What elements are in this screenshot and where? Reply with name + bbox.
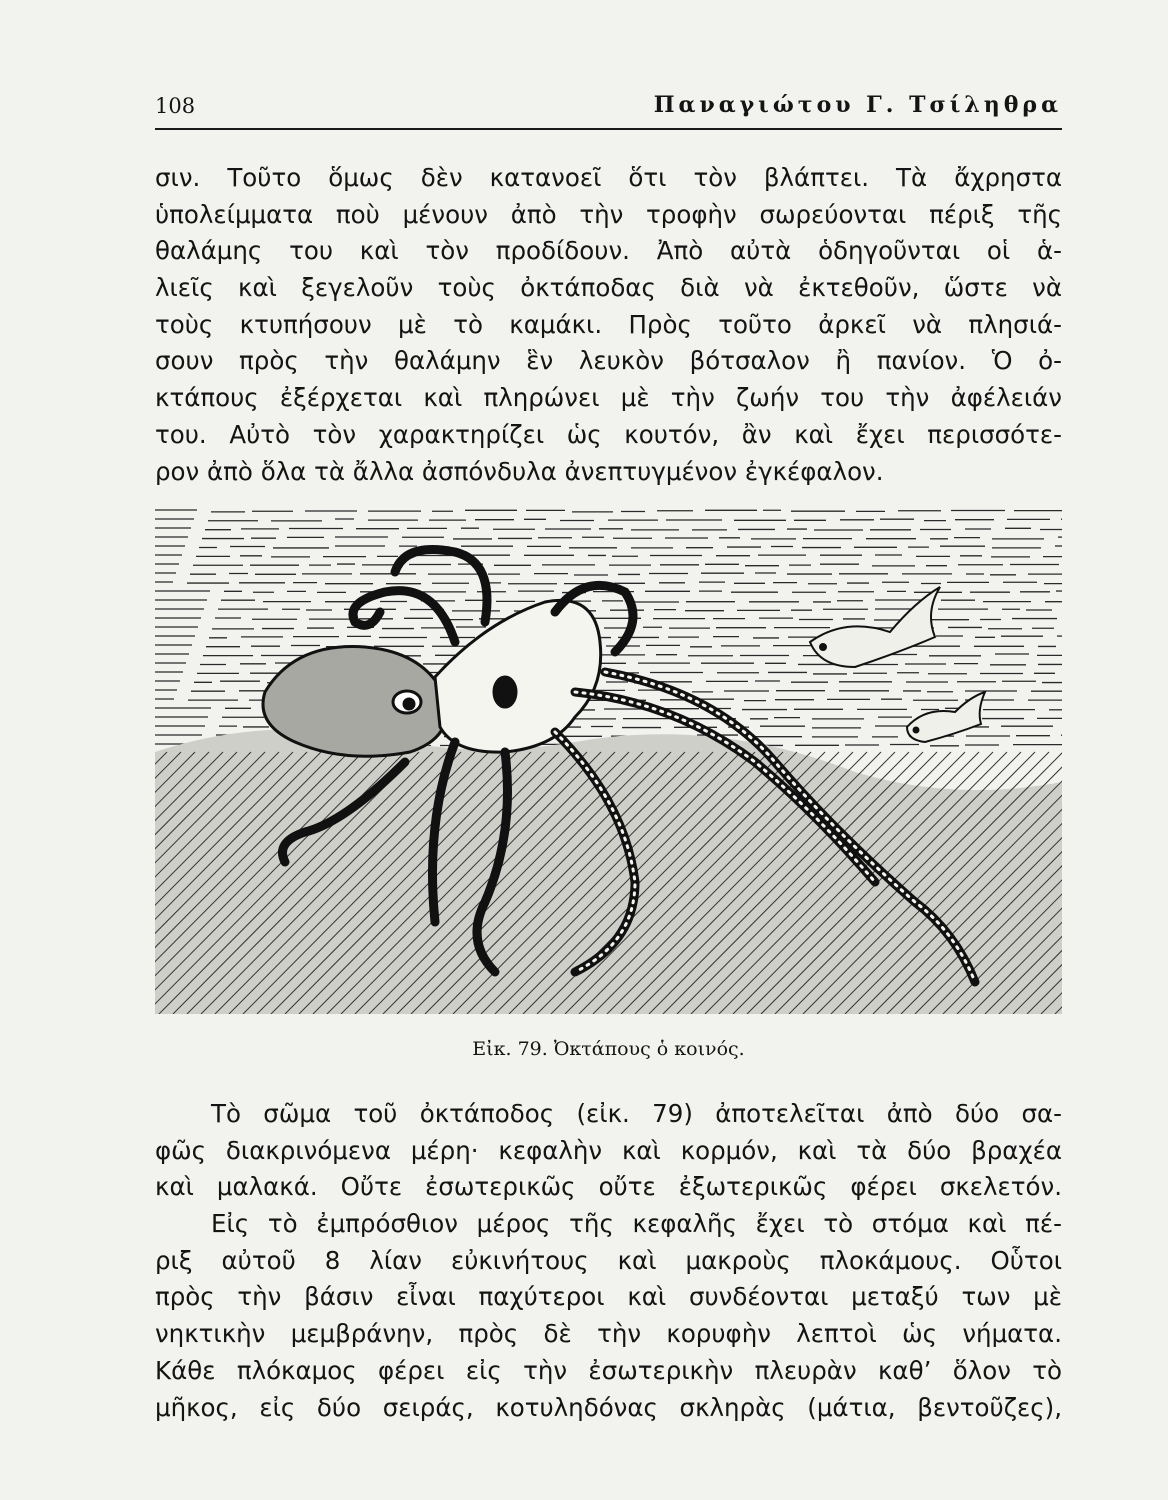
text-line: μῆκος, εἰς δύο σειράς, κοτυληδόνας σκληρὰς (μάτια, βεντοῦζες),: [155, 1392, 1062, 1422]
text-line: φῶς διακρινόμενα μέρη· κεφαλὴν καὶ κορμόν, καὶ τὰ δύο βραχέα: [155, 1135, 1062, 1165]
text-line: θαλάμης του καὶ τὸν προδίδουν. Ἀπὸ αὐτὰ ὁδηγοῦνται οἱ ἁ-: [155, 236, 1062, 266]
text-line: ὑπολείμματα ποὺ μένουν ἀπὸ τὴν τροφὴν σωρεύονται πέριξ τῆς: [155, 199, 1062, 229]
figure-caption: Εἰκ. 79. Ὀκτάπους ὁ κοινός.: [472, 1038, 745, 1060]
text-line: τοὺς κτυπήσουν μὲ τὸ καμάκι. Πρὸς τοῦτο ἀρκεῖ νὰ πλησιά-: [155, 309, 1062, 339]
page-number: 108: [155, 94, 196, 118]
text-line: Εἰς τὸ ἐμπρόσθιον μέρος τῆς κεφαλῆς ἔχει τὸ στόμα καὶ πέ-: [211, 1209, 1062, 1239]
text-line: ριξ αὐτοῦ 8 λίαν εὐκινήτους καὶ μακροὺς πλοκάμους. Οὗτοι: [155, 1245, 1062, 1275]
text-line: καὶ μαλακά. Οὔτε ἐσωτερικῶς οὔτε ἐξωτερικῶς φέρει σκελετόν.: [155, 1172, 1062, 1202]
page-header: [155, 92, 1062, 130]
text-line: Τὸ σῶμα τοῦ ὀκτάποδος (εἰκ. 79) ἀποτελεῖται ἀπὸ δύο σα-: [211, 1099, 1062, 1128]
running-head: Παναγιώτου Γ. Τσίληθρα: [653, 92, 1062, 118]
text-line: κτάπους ἐξέρχεται καὶ πληρώνει μὲ τὴν ζωήν του τὴν ἀφέλειάν: [155, 383, 1062, 413]
text-line: πρὸς τὴν βάσιν εἶναι παχύτεροι καὶ συνδέονται μεταξύ των μὲ: [155, 1282, 1062, 1312]
paragraph-1: [155, 160, 1062, 490]
text-line: λιεῖς καὶ ξεγελοῦν τοὺς ὀκτάποδας διὰ νὰ ἐκτεθοῦν, ὥστε νὰ: [155, 273, 1062, 303]
text-line: του. Αὐτὸ τὸν χαρακτηρίζει ὡς κουτόν, ἂν καὶ ἔχει περισσότε-: [155, 419, 1062, 449]
text-line: Κάθε πλόκαμος φέρει εἰς τὴν ἐσωτερικὴν πλευρὰν καθ’ ὅλον τὸ: [155, 1355, 1062, 1385]
octopus-illustration: [155, 502, 1062, 1014]
text-line: νηκτικὴν μεμβράνην, πρὸς δὲ τὴν κορυφὴν λεπτοὶ ὡς νήματα.: [155, 1319, 1062, 1349]
text-line: σιν. Τοῦτο ὅμως δὲν κατανοεῖ ὅτι τὸν βλάπτει. Τὰ ἄχρηστα: [155, 163, 1062, 192]
text-line: σουν πρὸς τὴν θαλάμην ἓν λευκὸν βότσαλον ἢ πανίον. Ὁ ὀ-: [155, 346, 1062, 376]
text-line: ρον ἀπὸ ὅλα τὰ ἄλλα ἀσπόνδυλα ἀνεπτυγμένον ἐγκέφαλον.: [155, 456, 884, 486]
paragraph-2: [155, 1096, 1062, 1426]
